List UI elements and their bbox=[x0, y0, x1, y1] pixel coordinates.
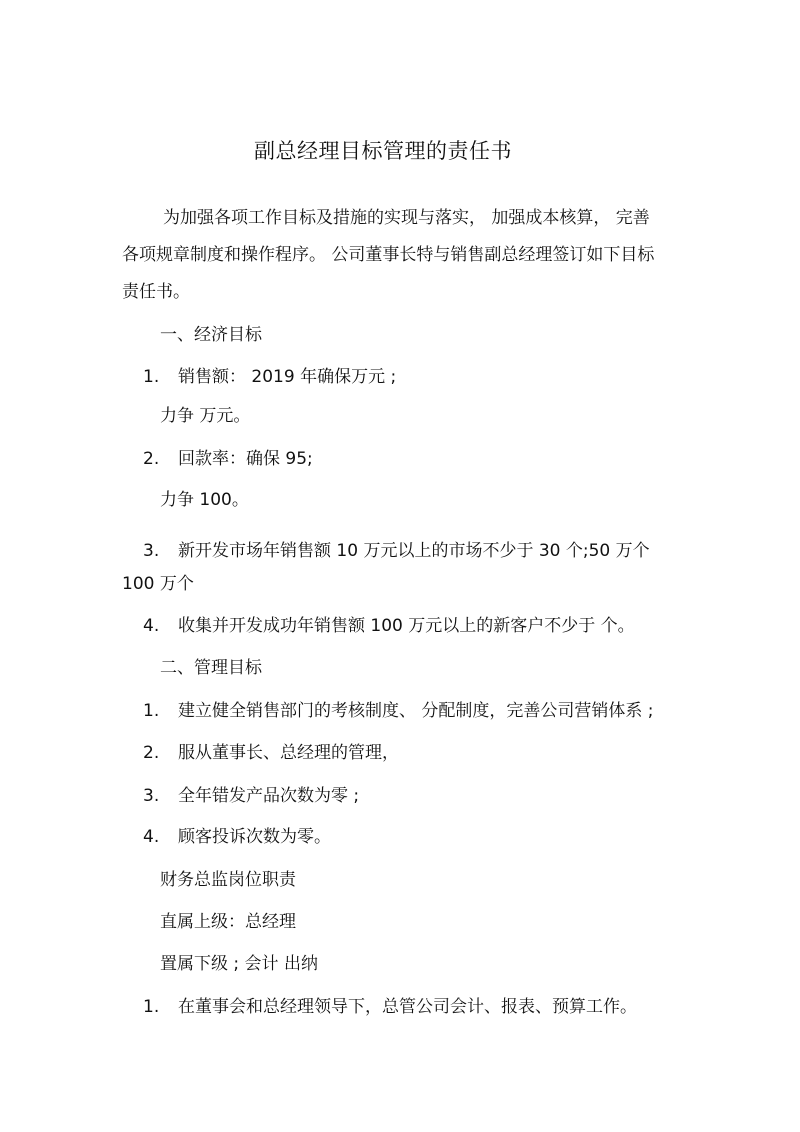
economic-item-new-customers: 收集并开发成功年销售额 100 万元以上的新客户不少于 个。 bbox=[178, 616, 635, 636]
item-number: 1. bbox=[143, 701, 160, 721]
section-heading-economic: 一、经济目标 bbox=[160, 325, 262, 345]
item-number: 2. bbox=[143, 743, 160, 763]
cfo-direct-superior: 直属上级：总经理 bbox=[160, 912, 296, 932]
economic-item-collection: 回款率：确保 95; bbox=[178, 449, 313, 469]
item-number: 1. bbox=[143, 367, 160, 387]
cfo-duty-item-1: 在董事会和总经理领导下，总管公司会计、报表、预算工作。 bbox=[178, 997, 637, 1017]
economic-item-new-markets: 新开发市场年销售额 10 万元以上的市场不少于 30 个;50 万个 bbox=[178, 541, 650, 561]
economic-item-sales-sub: 力争 万元。 bbox=[160, 406, 251, 426]
economic-item-collection-sub: 力争 100。 bbox=[160, 490, 249, 510]
intro-line-3: 责任书。 bbox=[122, 282, 190, 302]
economic-item-new-markets-sub: 100 万个 bbox=[122, 574, 194, 594]
item-number: 2. bbox=[143, 449, 160, 469]
section-heading-management: 二、管理目标 bbox=[160, 658, 262, 678]
management-item-complaints: 顾客投诉次数为零。 bbox=[178, 827, 331, 847]
management-item-obey: 服从董事长、总经理的管理， bbox=[178, 743, 399, 763]
item-number: 3. bbox=[143, 786, 160, 806]
intro-line-1: 为加强各项工作目标及措施的实现与落实， 加强成本核算， 完善 bbox=[163, 208, 650, 228]
item-number: 3. bbox=[143, 541, 160, 561]
item-number: 4. bbox=[143, 616, 160, 636]
economic-item-sales: 销售额： 2019 年确保万元 ; bbox=[178, 367, 397, 387]
item-number: 4. bbox=[143, 827, 160, 847]
document-title: 副总经理目标管理的责任书 bbox=[254, 139, 512, 163]
management-item-assessment: 建立健全销售部门的考核制度、 分配制度，完善公司营销体系 ; bbox=[178, 701, 654, 721]
section-heading-cfo-duties: 财务总监岗位职责 bbox=[160, 870, 296, 890]
intro-line-2: 各项规章制度和操作程序。 公司董事长特与销售副总经理签订如下目标 bbox=[122, 245, 655, 265]
cfo-subordinates: 置属下级 ; 会计 出纳 bbox=[160, 954, 318, 974]
item-number: 1. bbox=[143, 997, 160, 1017]
management-item-shipping-errors: 全年错发产品次数为零 ; bbox=[178, 786, 360, 806]
